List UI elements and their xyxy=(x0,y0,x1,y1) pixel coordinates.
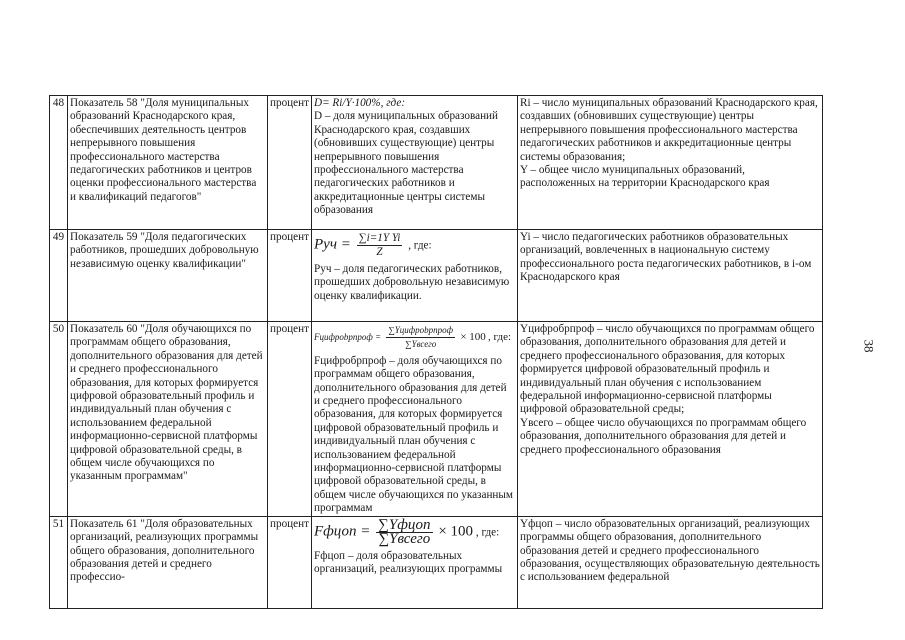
indicator-name: Показатель 61 "Доля образовательных организаций, реализующих программы общего образования, дополнительного образования детей и среднего профессио- xyxy=(68,516,268,608)
formula xyxy=(314,324,515,352)
unit-cell: процент xyxy=(268,516,312,608)
formula-tail-where: , где: xyxy=(488,330,512,343)
unit-cell: процент xyxy=(268,230,312,322)
row-number: 48 xyxy=(50,96,68,230)
variable-description: Ri – число муниципальных образований Краснодарского края, создавших (обновивших существующие) центры непрерывного повышения профессионального мастерства педагогических работников и аккредитационные центры системы образования; xyxy=(520,97,818,163)
row-number: 51 xyxy=(50,516,68,608)
formula xyxy=(314,232,515,260)
formula-description: Pуч – доля педагогических работников, прошедших добровольную независимую оценку квалификации. xyxy=(314,262,510,302)
variable-description: Y – общее число муниципальных образований, расположенных на территории Краснодарского края xyxy=(520,164,770,190)
formula-denominator: Z xyxy=(376,246,383,259)
formula-description: D – доля муниципальных образований Краснодарского края, создавших (обновивших существующие) центры непрерывного повышения профессионального мастерства педагогических работников и аккредитационные центры системы образования xyxy=(314,110,499,217)
formula-numerator: ∑i=1Y Yi xyxy=(357,232,403,246)
formula-denominator: ∑Yвсего xyxy=(405,339,437,350)
formula-fraction xyxy=(357,232,403,260)
variable-description: Yi – число педагогических работников образовательных организаций, вовлеченных в национальную систему профессионального роста педагогических работников, в i-ом Краснодарского края xyxy=(520,231,812,284)
variable-description: Yвсего – общее число обучающихся по программам общего образования, дополнительного образования для детей и среднего профессионального образования xyxy=(520,416,807,456)
variables-cell xyxy=(518,230,823,322)
formula-cell xyxy=(312,96,518,230)
formula-denominator: ∑Yвсего xyxy=(378,531,431,548)
formula-tail-where: , где: xyxy=(475,526,500,539)
indicators-table xyxy=(49,95,823,609)
formula-tail: × 100 xyxy=(460,330,486,343)
formula-lhs: Fцифрobрпроф = xyxy=(314,331,382,342)
formula: D= Ri/Y·100%, где: xyxy=(314,97,406,109)
formula-lhs: Fфцоп = xyxy=(314,523,371,540)
formula-fraction xyxy=(386,324,455,352)
formula-cell xyxy=(312,516,518,608)
indicator-name: Показатель 59 "Доля педагогических работников, прошедших добровольную независимую оценку квалификации" xyxy=(68,230,268,322)
table-row xyxy=(50,516,823,608)
formula-tail: , где: xyxy=(408,239,432,252)
formula-tail: × 100 xyxy=(438,523,474,540)
formula-description: Fцифробрпроф – доля обучающихся по программам общего образования, дополнительного образования для детей и среднего профессионального образования, для которых формируется цифровой образовательный профиль и индивидуальный план обучения с использованием федеральной информационно-сервисной платформы цифровой образовательной среды, в общем числе обучающихся по указанным программам xyxy=(314,354,514,515)
indicator-name: Показатель 60 "Доля обучающихся по программам общего образования, дополнительного образования для детей и среднего профессионального образования, для которых формируется цифровой образовательный профиль и индивидуальный план обучения с использованием федеральной информационно-сервисной платформы цифровой образовательной среды, в общем числе обучающихся по указанным программам" xyxy=(68,322,268,517)
variable-description: Yцифробрпроф – число обучающихся по программам общего образования, дополнительного образования для детей и среднего профессионального образования, для которых формируется цифровой образовательный профиль и индивидуальный план обучения с использованием федеральной информационно-сервисной платформы цифровой образовательной среды; xyxy=(520,323,815,416)
table-row xyxy=(50,96,823,230)
row-number: 50 xyxy=(50,322,68,517)
row-number: 49 xyxy=(50,230,68,322)
formula-numerator: ∑Yфцоп xyxy=(378,516,431,533)
indicator-name: Показатель 58 "Доля муниципальных образований Краснодарского края, обеспечивших деятельность центров непрерывного повышения профессионального мастерства педагогических работников и центров оценки профессионального мастерства и квалификаций педагогов" xyxy=(68,96,268,230)
formula-description: Fфцоп – доля образовательных организаций, реализующих программы xyxy=(314,549,503,575)
variable-description: Yфцоп – число образовательных организаций, реализующих программы общего образования, дополнительного образования детей и среднего профессионального образования, осуществляющих образовательную деятельность с использованием федеральной xyxy=(520,517,820,584)
unit-cell: процент xyxy=(268,96,312,230)
formula xyxy=(314,516,515,548)
formula-lhs: Pуч = xyxy=(314,236,351,253)
formula-fraction xyxy=(376,516,432,548)
variables-cell xyxy=(518,96,823,230)
variables-cell xyxy=(518,322,823,517)
variables-cell xyxy=(518,516,823,608)
formula-cell xyxy=(312,230,518,322)
table-row xyxy=(50,322,823,517)
formula-cell xyxy=(312,322,518,517)
formula-numerator: ∑Yцифрobрпроф xyxy=(386,324,455,338)
unit-cell: процент xyxy=(268,322,312,517)
table-row xyxy=(50,230,823,322)
page-number: 38 xyxy=(861,339,877,353)
